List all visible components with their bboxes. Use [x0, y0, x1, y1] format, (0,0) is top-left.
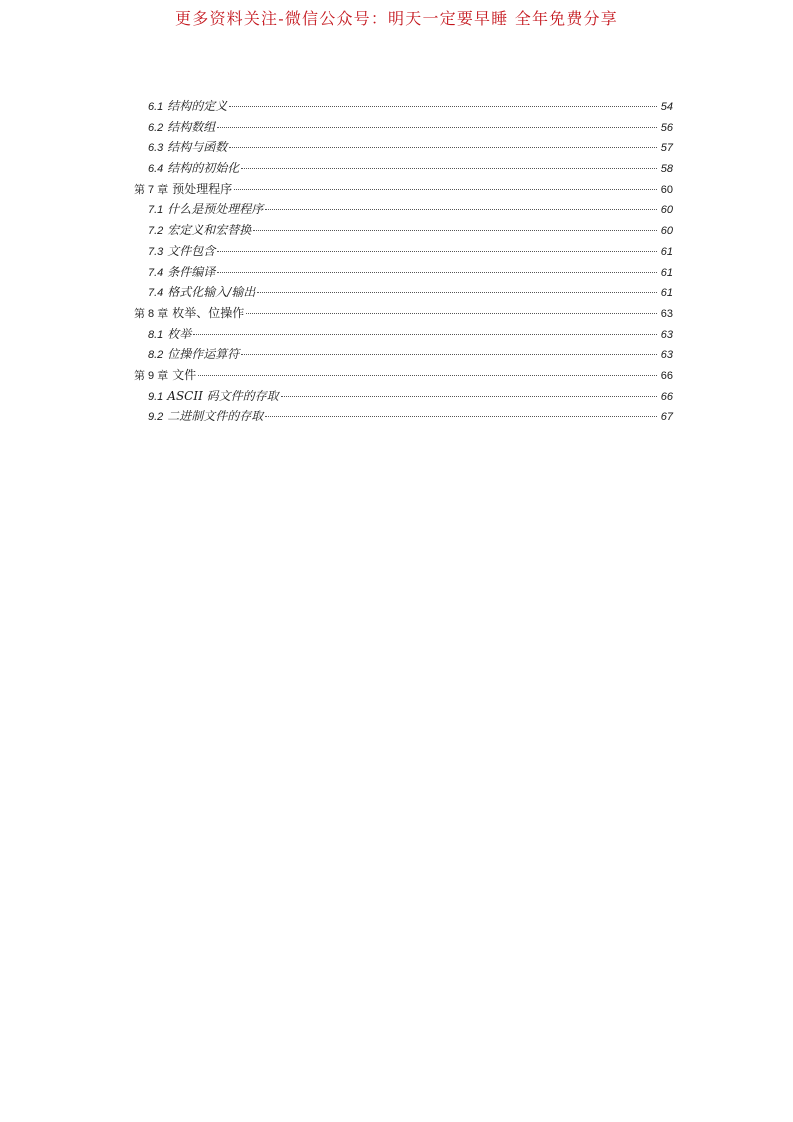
toc-entry-title: 位操作运算符 — [167, 347, 240, 362]
toc-entry-page: 63 — [660, 349, 673, 362]
toc-chapter-entry[interactable] — [134, 179, 673, 200]
dot-leader — [265, 208, 657, 210]
toc-entry-number: 8.1 — [148, 328, 164, 341]
dot-leader — [234, 188, 657, 190]
toc-entry-page: 61 — [660, 287, 673, 300]
toc-entry-page: 61 — [660, 266, 673, 279]
toc-entry-number: 6.4 — [148, 163, 164, 176]
toc-entry-title: 二进制文件的存取 — [167, 409, 264, 424]
dot-leader — [241, 167, 657, 169]
toc-chapter-entry[interactable] — [134, 303, 673, 324]
toc-entry-page: 61 — [660, 245, 673, 258]
toc-entry-page: 60 — [660, 183, 673, 196]
toc-entry-number: 第 7 章 — [134, 183, 169, 196]
toc-entry-number: 8.2 — [148, 349, 164, 362]
dot-leader — [217, 126, 657, 128]
toc-entry[interactable] — [134, 262, 673, 283]
toc-entry-title: 枚举、位操作 — [172, 305, 245, 320]
toc-entry-title: 格式化输入/输出 — [167, 285, 256, 300]
table-of-contents — [134, 96, 673, 427]
toc-entry-number: 7.4 — [148, 266, 164, 279]
toc-entry-page: 67 — [660, 411, 673, 424]
toc-entry-page: 56 — [660, 121, 673, 134]
toc-entry-title: 枚举 — [167, 326, 192, 341]
dot-leader — [265, 415, 657, 417]
toc-entry-number: 9.1 — [148, 390, 164, 403]
toc-entry-number: 6.3 — [148, 142, 164, 155]
dot-leader — [246, 312, 657, 314]
toc-entry-page: 54 — [660, 101, 673, 113]
toc-entry[interactable] — [134, 324, 673, 345]
dot-leader — [229, 146, 657, 148]
toc-entry[interactable] — [134, 137, 673, 158]
toc-entry-number: 6.2 — [148, 121, 164, 134]
toc-entry-number: 7.4 — [148, 287, 164, 300]
toc-entry-title: 什么是预处理程序 — [167, 202, 264, 217]
toc-entry-title: ASCII 码文件的存取 — [167, 388, 279, 403]
dot-leader — [217, 250, 657, 252]
toc-entry-title: 结构数组 — [167, 119, 216, 134]
toc-entry-page: 66 — [660, 369, 673, 382]
toc-entry-number: 第 9 章 — [134, 369, 169, 382]
toc-entry[interactable] — [134, 96, 673, 117]
toc-entry-title: 结构的定义 — [167, 99, 228, 113]
toc-entry-number: 7.2 — [148, 225, 164, 238]
dot-leader — [217, 271, 657, 273]
toc-entry[interactable] — [134, 220, 673, 241]
toc-entry-page: 60 — [660, 204, 673, 217]
dot-leader — [253, 229, 657, 231]
dot-leader — [229, 105, 657, 107]
toc-entry-number: 7.3 — [148, 245, 164, 258]
toc-entry[interactable] — [134, 117, 673, 138]
toc-entry[interactable] — [134, 158, 673, 179]
toc-entry-title: 文件包含 — [167, 243, 216, 258]
toc-entry-number: 9.2 — [148, 411, 164, 424]
toc-chapter-entry[interactable] — [134, 365, 673, 386]
toc-entry-number: 7.1 — [148, 204, 164, 217]
toc-entry-number: 第 8 章 — [134, 307, 169, 320]
toc-entry-title: 结构的初始化 — [167, 161, 240, 176]
dot-leader — [281, 395, 657, 397]
toc-entry[interactable] — [134, 282, 673, 303]
dot-leader — [241, 353, 657, 355]
header-banner: 更多资料关注-微信公众号：明天一定要早睡 全年免费分享 — [175, 9, 618, 28]
toc-entry[interactable] — [134, 386, 673, 407]
toc-entry-page: 58 — [660, 163, 673, 176]
toc-entry-page: 63 — [660, 307, 673, 320]
toc-entry[interactable] — [134, 344, 673, 365]
toc-entry[interactable] — [134, 406, 673, 427]
toc-entry[interactable] — [134, 199, 673, 220]
toc-entry-number: 6.1 — [148, 101, 164, 113]
toc-entry-title: 宏定义和宏替换 — [167, 223, 252, 238]
toc-entry-title: 结构与函数 — [167, 140, 228, 155]
toc-entry-page: 60 — [660, 225, 673, 238]
toc-entry-title: 预处理程序 — [172, 181, 233, 196]
dot-leader — [193, 333, 657, 335]
dot-leader — [257, 291, 657, 293]
toc-entry-page: 66 — [660, 390, 673, 403]
toc-entry-title: 文件 — [172, 367, 197, 382]
dot-leader — [198, 374, 657, 376]
toc-entry-page: 63 — [660, 328, 673, 341]
toc-entry-page: 57 — [660, 142, 673, 155]
toc-entry-title: 条件编译 — [167, 264, 216, 279]
toc-entry[interactable] — [134, 241, 673, 262]
